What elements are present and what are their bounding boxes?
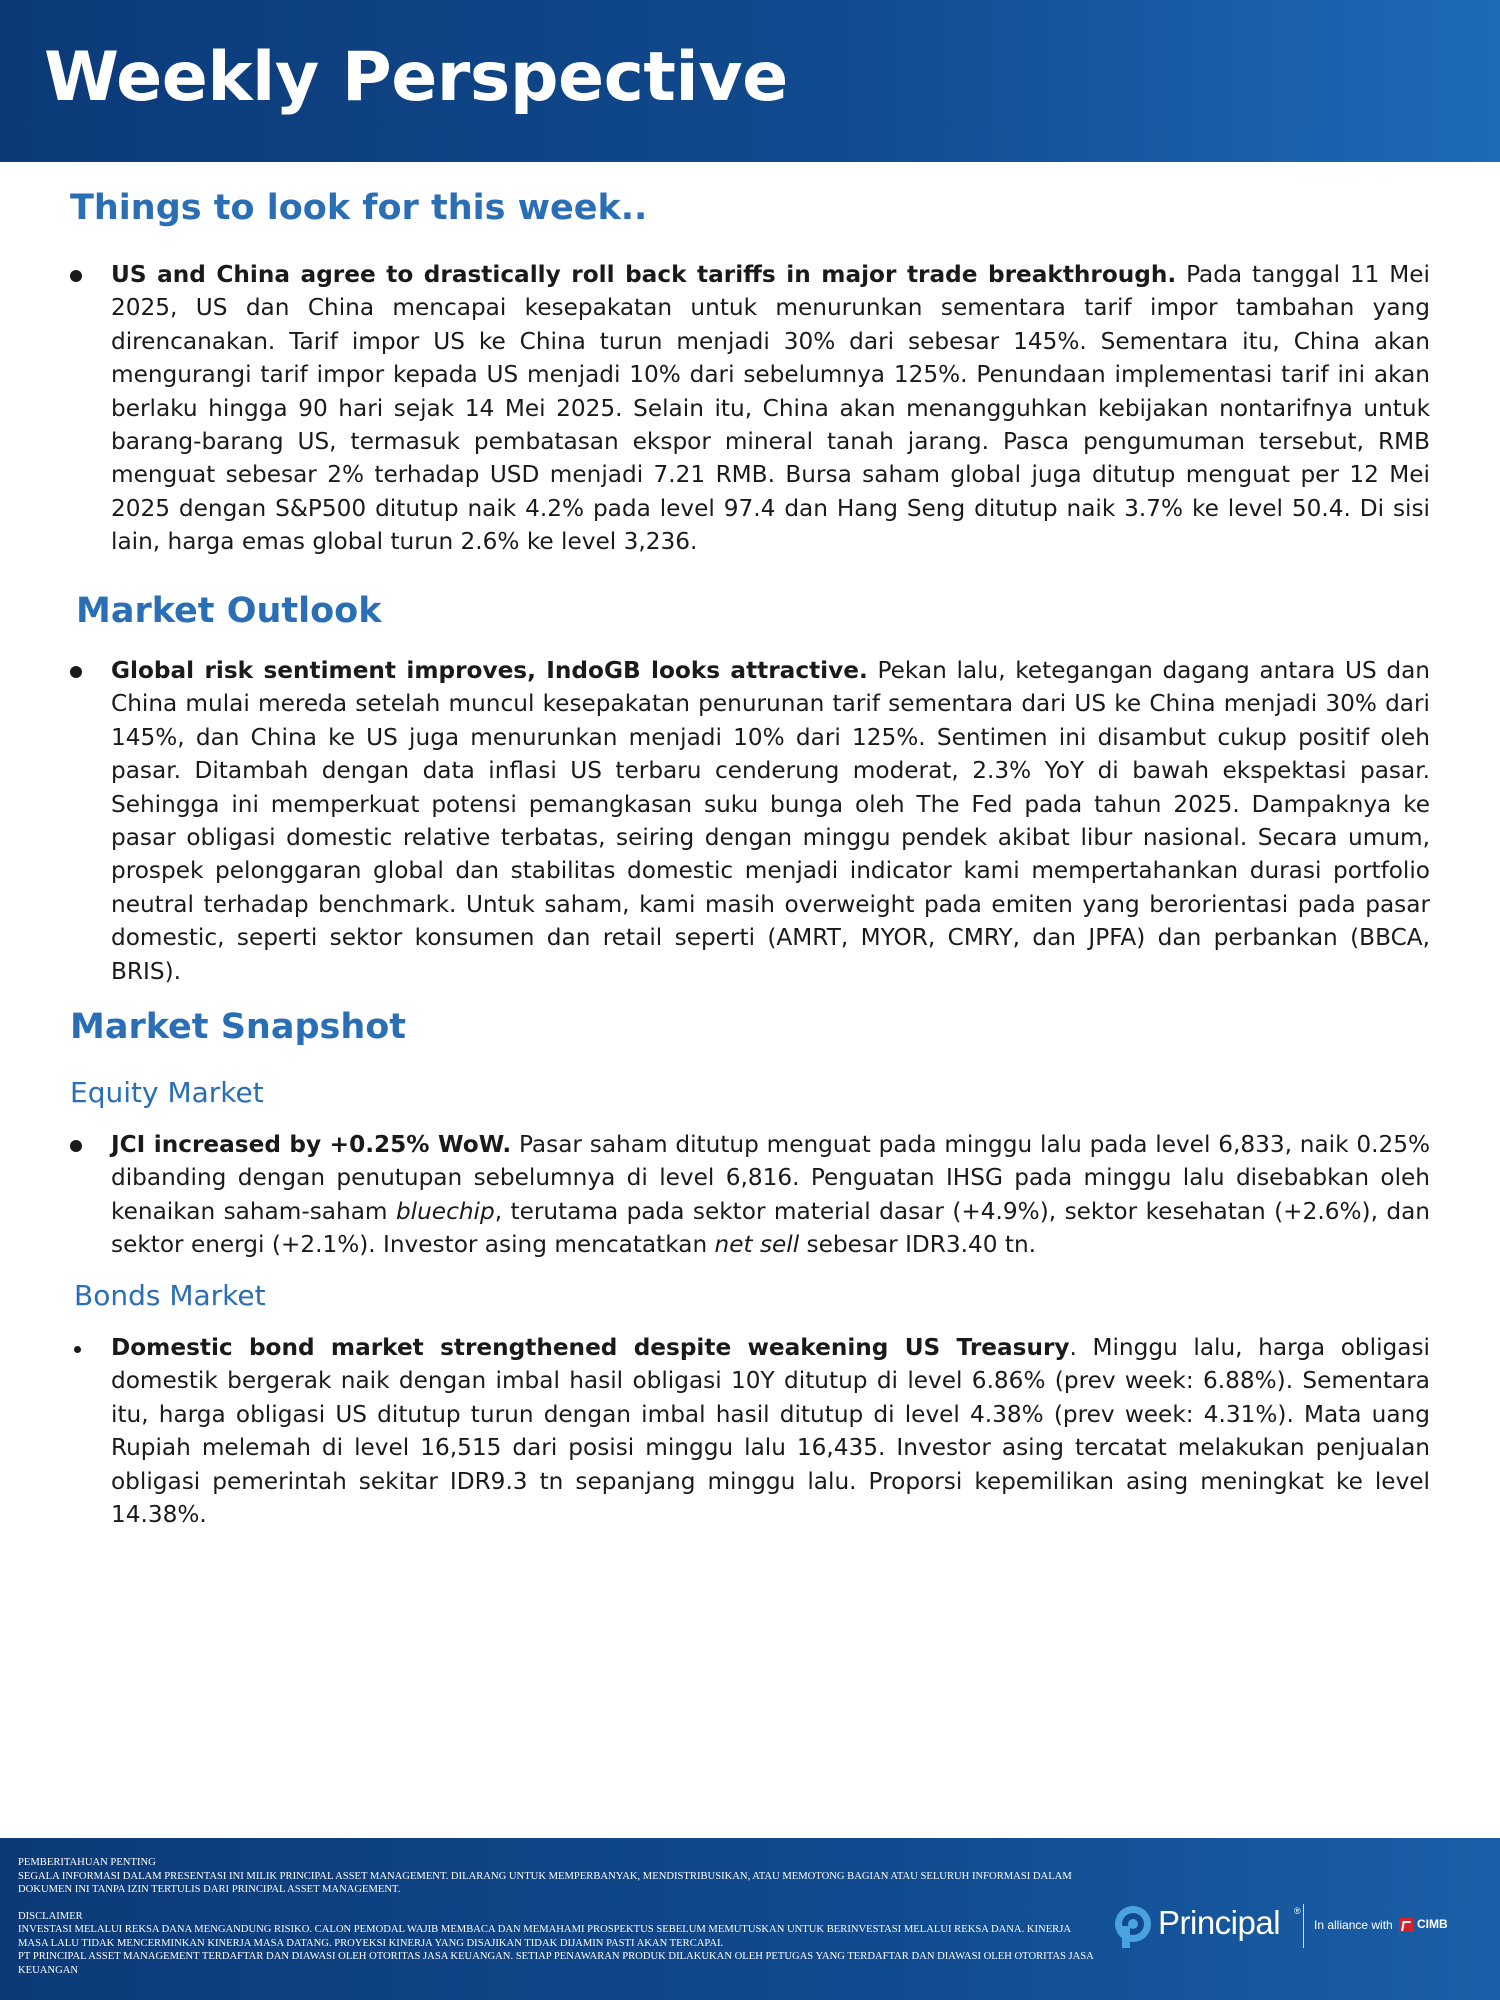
bullet-equity (70, 1128, 1430, 1262)
bullet-icon (70, 666, 82, 678)
bullet-body: Pasar saham ditutup menguat pada minggu lalu pada level 6,833, naik 0.25% dibanding dengan penutupan sebelumnya di level 6,816. Penguatan IHSG pada minggu lalu disebabkan oleh kenaikan saham-saham (111, 1131, 1430, 1225)
bullet-icon (74, 1346, 81, 1353)
bullet-icon (70, 270, 82, 282)
bullet-outlook (70, 654, 1430, 988)
bullet-icon (70, 1140, 82, 1152)
bullet-things (70, 258, 1430, 559)
notice-title: PEMBERITAHUAN PENTING (18, 1857, 156, 1868)
bullet-lead: Domestic bond market strengthened despite weakening US Treasury (111, 1334, 1070, 1361)
bullet-italic: bluechip (395, 1197, 495, 1225)
bullet-bonds (70, 1331, 1430, 1531)
bullet-body: Pada tanggal 11 Mei 2025, US dan China mencapai kesepakatan untuk menurunkan sementara tarif impor tambahan yang direncanakan. Tarif impor US ke China turun menjadi 30% dari sebesar 145%. Sementara itu, China akan mengurangi tarif impor kepada US menjadi 10% dari sebelumnya 125%. Penundaan implementasi tarif ini akan berlaku hingga 90 hari sejak 14 Mei 2025. Selain itu, China akan menangguhkan kebijakan nontarifnya untuk barang-barang US, termasuk pembatasan ekspor mineral tanah jarang. Pasca pengumuman tersebut, RMB menguat sebesar 2% terhadap USD menjadi 7.21 RMB. Bursa saham global juga ditutup menguat per 12 Mei 2025 dengan S&P500 ditutup naik 4.2% pada level 97.4 dan Hang Seng ditutup naik 3.7% ke level 50.4. Di sisi lain, harga emas global turun 2.6% ke level 3,236. (111, 261, 1430, 556)
section-title-outlook: Market Outlook (76, 591, 382, 631)
disclaimer-text-2: PT PRINCIPAL ASSET MANAGEMENT TERDAFTAR DAN DIAWASI OLEH OTORITAS JASA KEUANGAN. SETIAP PENAWARAN PRODUK DILAKUKAN OLEH PETUGAS YANG TERDAFTAR DAN DIAWASI OLEH OTORITAS JASA KEUANGAN (18, 1951, 1094, 1976)
section-title-snapshot: Market Snapshot (70, 1007, 407, 1047)
bullet-italic: net sell (714, 1231, 800, 1259)
bullet-body: . Minggu lalu, harga obligasi domestik bergerak naik dengan imbal hasil obligasi 10Y ditutup di level 6.86% (prev week: 6.88%). Sementara itu, harga obligasi US ditutup turun dengan imbal hasil ditutup di level 4.38% (prev week: 4.31%). Mata uang Rupiah melemah di level 16,515 dari posisi minggu lalu 16,435. Investor asing tercatat melakukan penjualan obligasi pemerintah sekitar IDR9.3 tn sepanjang minggu lalu. Proporsi kepemilikan asing meningkat ke level 14.38%. (111, 1334, 1430, 1529)
principal-logo (1112, 1900, 1472, 1952)
logo-divider (1303, 1904, 1304, 1948)
disclaimer-title: DISCLAIMER (18, 1910, 83, 1922)
disclaimer-text: INVESTASI MELALUI REKSA DANA MENGANDUNG RISIKO. CALON PEMODAL WAJIB MEMBACA DAN MEMAHAMI PROSPEKTUS SEBELUM MEMUTUSKAN UNTUK BERINVESTASI MELALUI REKSA DANA. KINERJA MASA LALU TIDAK MENCERMINKAN KINERJA MASA DATANG. PROYEKSI KINERJA YANG DISAJIKAN TIDAK DIJAMIN PASTI AKAN TERCAPAI. (18, 1924, 1071, 1949)
bullet-bonds-text (111, 1331, 1430, 1531)
page-header (0, 0, 1500, 162)
section-title-things: Things to look for this week.. (70, 188, 648, 228)
bullet-lead: US and China agree to drastically roll back tariffs in major trade breakthrough. (111, 261, 1177, 288)
bullet-lead: JCI increased by +0.25% WoW. (111, 1131, 512, 1158)
notice-text: SEGALA INFORMASI DALAM PRESENTASI INI MILIK PRINCIPAL ASSET MANAGEMENT. DILARANG UNTUK MEMPERBANYAK, MENDISTRIBUSIKAN, ATAU MEMOTONG BAGIAN ATAU SELURUH INFORMASI DALAM DOKUMEN INI TANPA IZIN TERTULIS DARI PRINCIPAL ASSET MANAGEMENT. (18, 1870, 1072, 1895)
cimb-logo-icon (1399, 1918, 1413, 1932)
bullet-outlook-text (111, 654, 1430, 988)
bullet-equity-text (111, 1128, 1430, 1262)
cimb-logo-text: CIMB (1417, 1917, 1448, 1931)
bullet-things-text (111, 258, 1430, 559)
bullet-body: Pekan lalu, ketegangan dagang antara US dan China mulai mereda setelah muncul kesepakatan penurunan tarif sementara dari US ke China menjadi 30% dari 145%, dan China ke US juga menurunkan menjadi 10% dari 125%. Sentimen ini disambut cukup positif oleh pasar. Ditambah dengan data inflasi US terbaru cenderung moderat, 2.3% YoY di bawah ekspektasi pasar. Sehingga ini memperkuat potensi pemangkasan suku bunga oleh The Fed pada tahun 2025. Dampaknya ke pasar obligasi domestic relative terbatas, seiring dengan minggu pendek akibat libur nasional. Secara umum, prospek pelonggaran global dan stabilitas domestic menjadi indicator kami mempertahankan durasi portfolio neutral terhadap benchmark. Untuk saham, kami masih overweight pada emiten yang berorientasi pada pasar domestic, seperti sektor konsumen dan retail seperti (AMRT, MYOR, CMRY, dan JPFA) dan perbankan (BBCA, BRIS). (111, 657, 1430, 985)
alliance-text: In alliance with (1314, 1918, 1393, 1932)
registered-mark: ® (1294, 1906, 1301, 1916)
footer-notes (18, 1856, 1098, 1977)
subsection-title-equity: Equity Market (70, 1076, 264, 1109)
bullet-body: sebesar IDR3.40 tn. (799, 1231, 1037, 1259)
principal-logo-icon (1112, 1902, 1154, 1950)
bullet-body: , terutama pada sektor material dasar (+4.9%), sektor kesehatan (+2.6%), dan sektor energi (+2.1%). Investor asing mencatatkan (111, 1197, 1430, 1259)
page-footer (0, 1838, 1500, 2000)
subsection-title-bonds: Bonds Market (74, 1279, 266, 1312)
principal-logo-text: Principal (1158, 1904, 1281, 1941)
page-title: Weekly Perspective (44, 38, 788, 117)
bullet-lead: Global risk sentiment improves, IndoGB looks attractive. (111, 657, 868, 684)
